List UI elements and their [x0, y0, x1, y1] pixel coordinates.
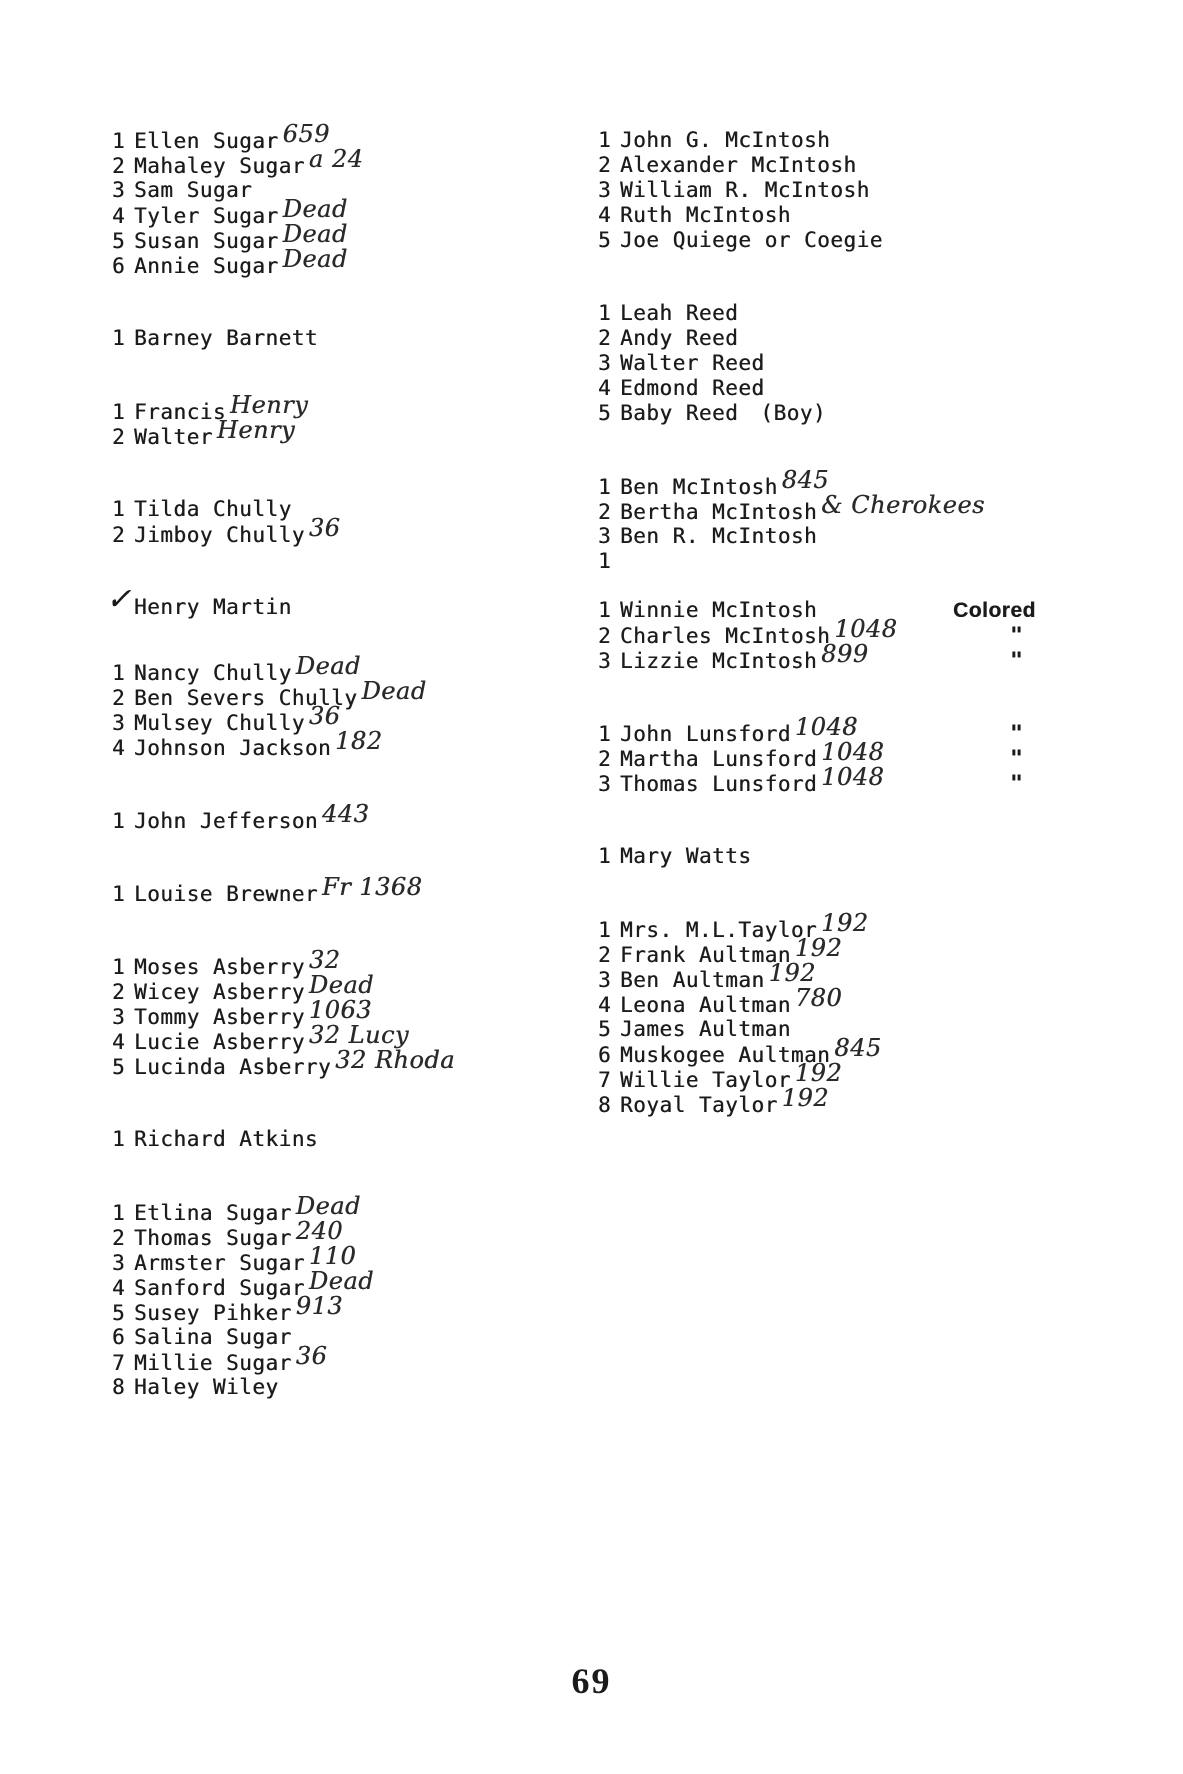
entry-group: [112, 497, 582, 547]
roll-entry: [598, 1084, 1118, 1117]
ditto-mark: ": [1010, 623, 1024, 647]
roll-entry: [112, 652, 582, 685]
entry-name: Millie Sugar: [134, 1351, 292, 1375]
entry-number: 5: [598, 228, 612, 252]
entry-group: [598, 301, 1118, 426]
colored-label: Colored: [953, 599, 1036, 622]
entry-name: Johnson Jackson: [134, 736, 332, 760]
entry-number: 2: [598, 153, 612, 177]
entry-group: [598, 466, 1118, 574]
entry-name: Louise Brewner: [134, 882, 319, 906]
ditto-mark: ": [1010, 771, 1024, 795]
entry-number: 1: [598, 598, 612, 622]
entry-name: Mulsey Chully: [134, 711, 305, 735]
entry-name: Tommy Asberry: [134, 1005, 305, 1029]
entry-number: 1: [112, 882, 126, 906]
handwritten-note: 1048: [794, 713, 858, 741]
entry-name: Leah Reed: [620, 301, 739, 325]
roll-entry: [112, 873, 582, 906]
entry-name: Susey Pihker: [134, 1301, 292, 1325]
entry-number: 1: [598, 918, 612, 942]
entry-number: 4: [598, 993, 612, 1017]
entry-group: [112, 946, 582, 1079]
handwritten-note: 32: [308, 946, 341, 974]
entry-name: Willie Taylor: [620, 1068, 791, 1092]
handwritten-note: 192: [781, 1084, 830, 1112]
entry-name: John Lunsford: [620, 722, 791, 746]
entry-name: Mary Watts: [620, 844, 752, 868]
entry-name: Lucinda Asberry: [134, 1055, 332, 1079]
entry-name: Tyler Sugar: [134, 204, 279, 228]
entry-number: 1: [112, 1201, 126, 1225]
entry-name: Ellen Sugar: [134, 129, 279, 153]
entry-name: Richard Atkins: [134, 1127, 319, 1151]
handwritten-note: 192: [794, 1059, 843, 1087]
entry-name: Jimboy Chully: [134, 523, 305, 547]
entry-number: 2: [598, 943, 612, 967]
roll-entry: [112, 497, 582, 522]
entry-name: Nancy Chully: [134, 661, 292, 685]
entry-group: [112, 326, 582, 351]
entry-name: Ben McIntosh: [620, 475, 778, 499]
ditto-mark: ": [1010, 746, 1024, 770]
handwritten-note: 32 Lucy: [308, 1021, 409, 1049]
handwritten-note: 192: [821, 909, 869, 937]
entry-name: Ben Severs Chully: [134, 686, 358, 710]
entry-name: Martha Lunsford: [620, 747, 818, 771]
ditto-mark: ": [1010, 648, 1024, 672]
roll-entry: [598, 491, 1118, 524]
roll-entry: [598, 1034, 1118, 1067]
entry-number: 6: [598, 1043, 612, 1067]
entry-number: 7: [112, 1351, 126, 1375]
entry-group: [598, 713, 1118, 796]
entry-number: 2: [598, 500, 612, 524]
ditto-mark: ": [1010, 721, 1024, 745]
entry-name: Baby Reed: [620, 401, 739, 425]
entry-name: Barney Barnett: [134, 326, 319, 350]
roll-entry: [112, 800, 582, 833]
entry-group: [598, 909, 1118, 1117]
entry-group: [106, 582, 582, 620]
handwritten-note: Dead: [361, 677, 427, 705]
entry-name: Leona Aultman: [620, 993, 791, 1017]
entry-group: [112, 800, 582, 833]
entry-name: Mrs. M.L.Taylor: [620, 918, 818, 942]
handwritten-note: Dead: [295, 652, 361, 680]
handwritten-note: 36: [295, 1342, 328, 1370]
handwritten-note: 32 Rhoda: [335, 1046, 455, 1074]
entry-name: William R. McIntosh: [620, 178, 870, 202]
roll-entry: [112, 416, 582, 449]
entry-extra: (Boy): [760, 401, 827, 425]
entry-number: 8: [598, 1093, 612, 1117]
handwritten-note: Dead: [282, 245, 348, 273]
entry-number: 3: [598, 772, 612, 796]
entry-number: 2: [112, 425, 126, 449]
entry-name: Joe Quiege or Coegie: [620, 228, 883, 252]
entry-number: 3: [112, 1005, 126, 1029]
roll-entry: [112, 145, 582, 178]
roll-entry: [598, 763, 1118, 796]
checkmark-icon: ✓: [106, 582, 132, 617]
roll-entry: [112, 1292, 582, 1325]
roll-entry: [112, 1192, 582, 1225]
roll-entry: [598, 909, 1118, 942]
entry-name: Royal Taylor: [620, 1093, 778, 1117]
roll-entry: [598, 178, 1118, 203]
entry-name: Winnie McIntosh: [620, 598, 818, 622]
entry-name: Ben R. McIntosh: [620, 524, 818, 548]
handwritten-note: 913: [295, 1292, 344, 1320]
entry-group: [598, 128, 1118, 253]
roll-entry: [112, 1325, 582, 1350]
entry-name: Annie Sugar: [134, 254, 279, 278]
roll-entry: [106, 582, 582, 620]
entry-number: 1: [112, 497, 126, 521]
handwritten-note: 1063: [308, 996, 372, 1024]
roll-entry: [112, 1127, 582, 1152]
roll-entry: [598, 549, 1118, 574]
entry-number: 1: [112, 955, 126, 979]
entry-number: 2: [112, 154, 126, 178]
entry-number: 4: [112, 1276, 126, 1300]
roll-entry: [112, 677, 582, 710]
entry-number: 2: [598, 747, 612, 771]
entry-number: 2: [112, 980, 126, 1004]
entry-name: Charles McIntosh: [620, 624, 831, 648]
entry-number: 1: [112, 326, 126, 350]
entry-number: 4: [112, 204, 126, 228]
roll-entry: [112, 514, 582, 547]
handwritten-note: Dead: [308, 971, 374, 999]
entry-number: 2: [598, 326, 612, 350]
roll-entry: [598, 351, 1118, 376]
roll-entry: [598, 228, 1118, 253]
entry-name: Thomas Lunsford: [620, 772, 818, 796]
roll-entry: [112, 245, 582, 278]
roll-entry: [112, 326, 582, 351]
entry-name: Sanford Sugar: [134, 1276, 305, 1300]
entry-group: [598, 844, 1118, 869]
handwritten-note: 182: [335, 727, 383, 755]
handwritten-note: 192: [768, 959, 816, 987]
roll-entry: [598, 844, 1118, 869]
entry-name: Frank Aultman: [620, 943, 791, 967]
roll-entry: [112, 1375, 582, 1400]
roll-entry: [598, 326, 1118, 351]
handwritten-note: 780: [794, 984, 843, 1012]
entry-number: 3: [598, 968, 612, 992]
entry-name: Lucie Asberry: [134, 1030, 305, 1054]
entry-group: [112, 120, 582, 278]
handwritten-note: Henry: [230, 391, 309, 419]
entry-name: Etlina Sugar: [134, 1201, 292, 1225]
entry-number: 3: [112, 711, 126, 735]
entry-name: Armster Sugar: [134, 1251, 305, 1275]
entry-number: 3: [112, 178, 126, 202]
roll-entry: [112, 1342, 582, 1375]
entry-name: Alexander McIntosh: [620, 153, 857, 177]
roll-entry: [598, 959, 1118, 992]
entry-group: [112, 652, 582, 760]
roll-entry: [598, 128, 1118, 153]
entry-number: 3: [598, 649, 612, 673]
entry-name: Bertha McIntosh: [620, 500, 818, 524]
handwritten-note: 659: [282, 120, 330, 148]
roll-entry: [598, 640, 1118, 673]
handwritten-note: 443: [322, 800, 370, 828]
entry-name: Walter Reed: [620, 351, 765, 375]
entry-number: 2: [112, 1226, 126, 1250]
roll-entry: [598, 153, 1118, 178]
entry-number: 1: [112, 809, 126, 833]
entry-name: James Aultman: [620, 1017, 791, 1041]
entry-number: 7: [598, 1068, 612, 1092]
entry-group: [112, 1127, 582, 1152]
entry-name: Ben Aultman: [620, 968, 765, 992]
entry-group: [112, 873, 582, 906]
handwritten-note: 845: [781, 466, 830, 494]
entry-name: Lizzie McIntosh: [620, 649, 818, 673]
entry-number: 2: [598, 624, 612, 648]
entry-number: 5: [598, 401, 612, 425]
page-number: 69: [571, 1661, 612, 1701]
entry-name: Edmond Reed: [620, 376, 765, 400]
entry-number: 5: [598, 1017, 612, 1041]
roll-entry: [598, 376, 1118, 401]
roll-entry: [598, 203, 1118, 228]
entry-number: 1: [112, 661, 126, 685]
left-column: [106, 120, 582, 1400]
entry-number: 1: [598, 301, 612, 325]
entry-name: Moses Asberry: [134, 955, 305, 979]
handwritten-note: Dead: [308, 1267, 374, 1295]
entry-number: 4: [112, 736, 126, 760]
roll-entry: [598, 984, 1118, 1017]
entry-name: John G. McIntosh: [620, 128, 831, 152]
roll-entry: [598, 401, 1118, 426]
entry-number: 6: [112, 254, 126, 278]
entry-number: 4: [598, 376, 612, 400]
entry-name: Mahaley Sugar: [134, 154, 305, 178]
handwritten-note: Fr 1368: [322, 873, 423, 901]
entry-number: 8: [112, 1375, 126, 1399]
entry-number: 3: [598, 524, 612, 548]
roll-entry: [112, 391, 582, 424]
roll-entry: [598, 1059, 1118, 1092]
handwritten-note: a 24: [308, 145, 364, 173]
entry-name: Tilda Chully: [134, 497, 292, 521]
handwritten-note: 1048: [821, 738, 885, 766]
entry-number: 1: [598, 128, 612, 152]
handwritten-note: 36: [308, 702, 341, 730]
handwritten-note: 36: [308, 514, 341, 542]
entry-number: 3: [598, 351, 612, 375]
handwritten-note: 240: [295, 1217, 344, 1245]
entry-number: 1: [598, 549, 612, 573]
roll-entry: [598, 934, 1118, 967]
entry-number: 4: [112, 1030, 126, 1054]
entry-number: 2: [112, 523, 126, 547]
entry-number: 4: [598, 203, 612, 227]
entry-number: 1: [112, 400, 126, 424]
entry-name: Francis: [134, 400, 227, 424]
entry-name: Muskogee Aultman: [620, 1043, 831, 1067]
handwritten-note: Henry: [216, 416, 295, 444]
entry-number: 1: [598, 844, 612, 868]
roll-entry: [112, 1046, 582, 1079]
handwritten-note: 110: [308, 1242, 357, 1270]
handwritten-note: & Cherokees: [821, 491, 985, 519]
entry-name: Haley Wiley: [134, 1375, 279, 1399]
entry-number: 3: [598, 178, 612, 202]
entry-group: [112, 1192, 582, 1400]
handwritten-note: 192: [794, 934, 843, 962]
entry-number: 5: [112, 1301, 126, 1325]
entry-group: [112, 391, 582, 449]
entry-number: 5: [112, 1055, 126, 1079]
right-column: [598, 128, 1118, 1117]
roll-entry: [112, 1267, 582, 1300]
entry-number: 5: [112, 229, 126, 253]
entry-name: Andy Reed: [620, 326, 739, 350]
roll-entry: [598, 301, 1118, 326]
entry-name: Wicey Asberry: [134, 980, 305, 1004]
entry-group: [598, 598, 1118, 673]
entry-name: Salina Sugar: [134, 1325, 292, 1349]
entry-number: 1: [112, 1127, 126, 1151]
entry-number: 3: [112, 1251, 126, 1275]
entry-number: 1: [112, 129, 126, 153]
entry-number: 1: [598, 475, 612, 499]
entry-number: 6: [112, 1325, 126, 1349]
handwritten-note: 899: [821, 640, 869, 668]
entry-name: John Jefferson: [134, 809, 319, 833]
handwritten-note: 1048: [834, 615, 898, 643]
handwritten-note: Dead: [295, 1192, 361, 1220]
entry-name: Sam Sugar: [134, 178, 253, 202]
entry-name: Ruth McIntosh: [620, 203, 791, 227]
roll-entry: [112, 727, 582, 760]
handwritten-note: Dead: [282, 195, 348, 223]
entry-name: Walter: [134, 425, 213, 449]
entry-number: 1: [598, 722, 612, 746]
handwritten-note: 845: [834, 1034, 882, 1062]
roll-entry: [598, 524, 1118, 549]
handwritten-note: Dead: [282, 220, 348, 248]
entry-name: Henry Martin: [134, 595, 292, 619]
entry-number: 2: [112, 686, 126, 710]
entry-name: Thomas Sugar: [134, 1226, 292, 1250]
handwritten-note: 1048: [821, 763, 885, 791]
entry-name: Susan Sugar: [134, 229, 279, 253]
